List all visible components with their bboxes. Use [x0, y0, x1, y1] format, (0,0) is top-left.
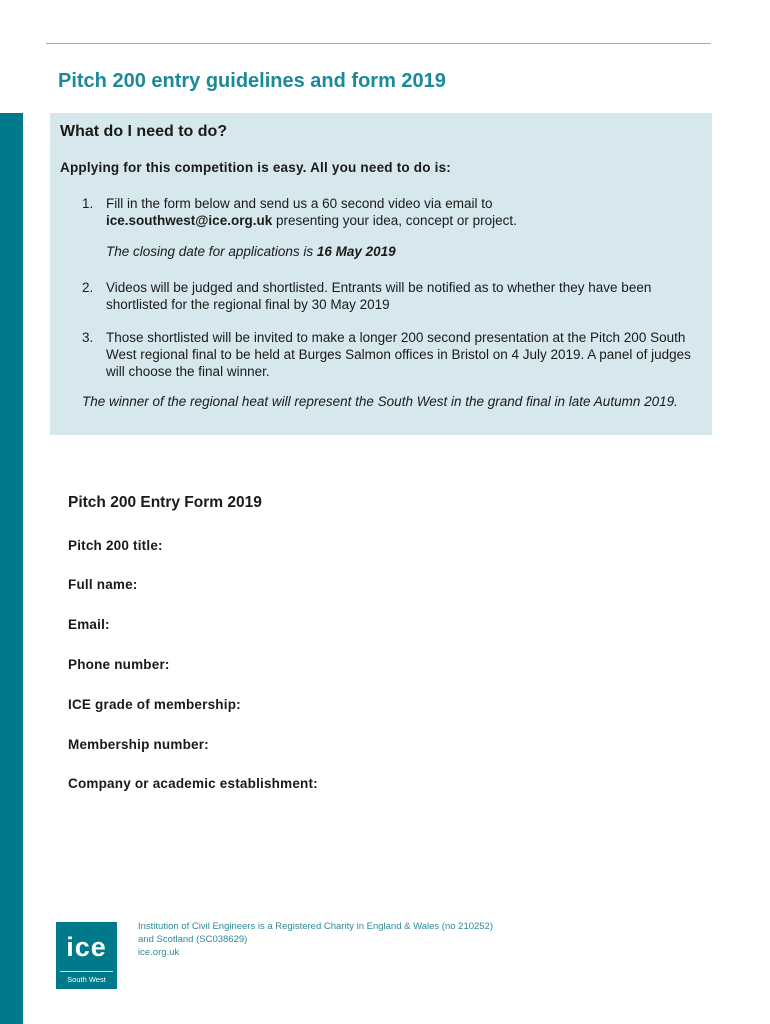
- step-text: Those shortlisted will be invited to make a longer 200 second presentation at the Pitch 200 South West regional final to be held at Burges Salmon offices in Bristol on 4 July 2019. A panel of judges will choose the final winner.: [106, 330, 691, 379]
- field-company: Company or academic establishment:: [68, 776, 318, 791]
- field-phone-number: Phone number:: [68, 657, 170, 672]
- step-number: 1.: [82, 196, 94, 211]
- step-number: 3.: [82, 330, 94, 345]
- step-1-line2: presenting your idea, concept or project.: [272, 213, 517, 228]
- guidelines-heading: What do I need to do?: [60, 123, 228, 140]
- field-membership-number: Membership number:: [68, 737, 209, 752]
- logo-divider: [60, 971, 113, 972]
- footer-line-1: Institution of Civil Engineers is a Registered Charity in England & Wales (no 210252): [138, 921, 494, 932]
- top-divider: [46, 43, 711, 44]
- closing-date-note: [106, 244, 396, 259]
- logo-region: South West: [67, 975, 106, 984]
- step-1-line1: Fill in the form below and send us a 60 second video via email to: [106, 196, 493, 211]
- charity-footer: [138, 920, 493, 959]
- footer-line-2: and Scotland (SC038629): [138, 934, 248, 945]
- logo-wordmark: ice: [66, 932, 107, 962]
- field-pitch-title: Pitch 200 title:: [68, 538, 163, 553]
- step-number: 2.: [82, 280, 94, 295]
- guidelines-box: [50, 113, 712, 435]
- entry-form-title: Pitch 200 Entry Form 2019: [68, 494, 262, 511]
- winner-note: The winner of the regional heat will represent the South West in the grand final in late Autumn 2019.: [82, 394, 678, 409]
- field-membership-grade: ICE grade of membership:: [68, 697, 241, 712]
- field-email: Email:: [68, 617, 110, 632]
- closing-date: 16 May 2019: [316, 244, 396, 259]
- ice-logo: [56, 922, 117, 989]
- step-text: [106, 195, 706, 229]
- document-title: Pitch 200 entry guidelines and form 2019: [58, 70, 446, 92]
- guidelines-intro: Applying for this competition is easy. All you need to do is:: [60, 160, 451, 175]
- step-text: Videos will be judged and shortlisted. Entrants will be notified as to whether they have been shortlisted for the regional final by 30 May 2019: [106, 280, 652, 312]
- contact-email[interactable]: ice.southwest@ice.org.uk: [106, 213, 273, 228]
- side-accent-bar: [0, 113, 23, 1024]
- closing-date-prefix: The closing date for applications is: [106, 244, 317, 259]
- field-full-name: Full name:: [68, 577, 138, 592]
- footer-website-link[interactable]: ice.org.uk: [138, 947, 180, 958]
